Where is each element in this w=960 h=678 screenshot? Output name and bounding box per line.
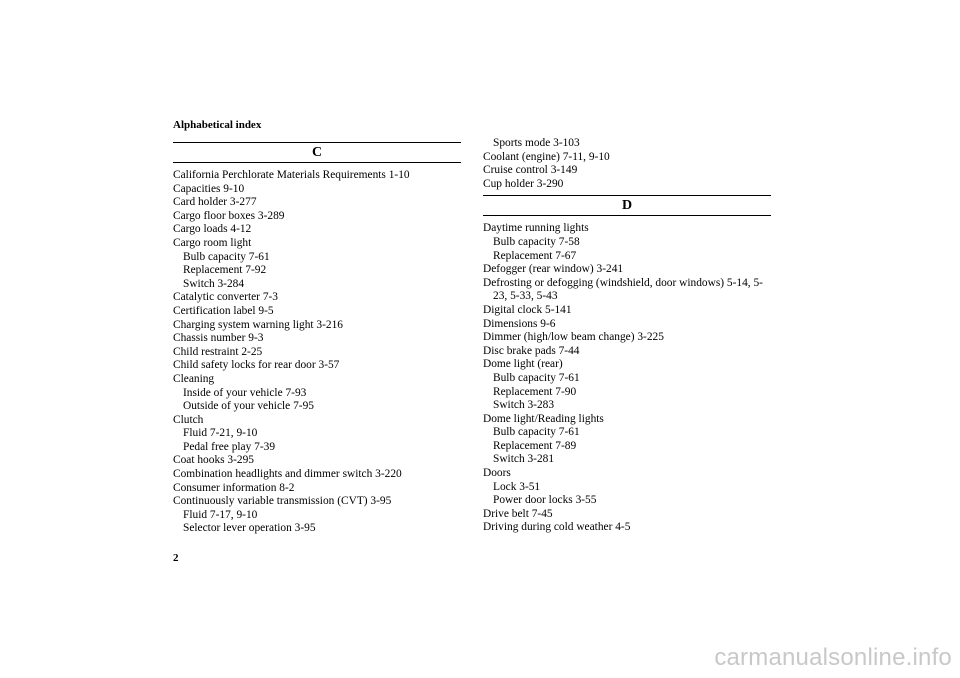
- index-subentry: Power door locks 3-55: [493, 494, 597, 507]
- index-entry: Dimensions 9-6: [483, 317, 556, 330]
- index-entry: Capacities 9-10: [173, 182, 245, 195]
- index-entry: Digital clock 5-141: [483, 303, 572, 316]
- index-subentry: Replacement 7-90: [493, 385, 577, 398]
- index-entry: Disc brake pads 7-44: [483, 344, 580, 357]
- index-entry: Chassis number 9-3: [173, 332, 264, 345]
- index-entry: Clutch: [173, 413, 204, 426]
- watermark: carmanualsonline.info: [714, 644, 952, 671]
- index-entry: Cargo floor boxes 3-289: [173, 209, 285, 222]
- index-subentry: Outside of your vehicle 7-95: [183, 400, 314, 413]
- index-column-right: [483, 137, 771, 535]
- index-subentry: Fluid 7-17, 9-10: [183, 508, 258, 521]
- index-entry: Charging system warning light 3-216: [173, 318, 344, 331]
- index-entry: Catalytic converter 7-3: [173, 291, 279, 304]
- index-subentry: Switch 3-284: [183, 277, 245, 290]
- index-entry: Cup holder 3-290: [483, 177, 564, 190]
- index-entry: Drive belt 7-45: [483, 507, 553, 520]
- index-subentry: Replacement 7-89: [493, 439, 577, 452]
- page-number: 2: [173, 552, 179, 564]
- index-entry: Combination headlights and dimmer switch 3-220: [173, 468, 402, 481]
- index-entry: Driving during cold weather 4-5: [483, 521, 631, 534]
- section-heading-c: C: [173, 142, 461, 163]
- index-subentry: Switch 3-281: [493, 453, 555, 466]
- section-heading-d: D: [483, 195, 771, 216]
- index-entry: Dome light/Reading lights: [483, 412, 604, 425]
- index-subentry: Inside of your vehicle 7-93: [183, 386, 307, 399]
- index-column-left: [173, 140, 461, 536]
- index-entry: Child restraint 2-25: [173, 345, 263, 358]
- index-entry-list-c: [173, 169, 461, 536]
- index-entry: Dimmer (high/low beam change) 3-225: [483, 331, 664, 344]
- index-entry: Cleaning: [173, 372, 215, 385]
- index-subentry: Sports mode 3-103: [493, 137, 580, 149]
- index-subentry: Replacement 7-67: [493, 249, 577, 262]
- index-entry: Coat hooks 3-295: [173, 454, 254, 467]
- index-subentry: Replacement 7-92: [183, 264, 267, 277]
- index-entry: Doors: [483, 467, 511, 480]
- index-entry: Cargo room light: [173, 236, 252, 249]
- index-entry-list-c-continued: [483, 137, 771, 191]
- index-entry: Cargo loads 4-12: [173, 223, 252, 236]
- index-subentry: Bulb capacity 7-61: [493, 371, 580, 384]
- index-entry: Coolant (engine) 7-11, 9-10: [483, 150, 610, 163]
- index-subentry: Pedal free play 7-39: [183, 440, 276, 453]
- index-subentry: Selector lever operation 3-95: [183, 522, 316, 535]
- page-header-title: Alphabetical index: [173, 119, 262, 131]
- index-entry: Consumer information 8-2: [173, 481, 295, 494]
- index-entry-list-d: [483, 222, 771, 535]
- index-entry: Defrosting or defogging (windshield, door windows) 5-14, 5-23, 5-33, 5-43: [483, 276, 763, 303]
- index-entry: Certification label 9-5: [173, 304, 274, 317]
- index-entry: Child safety locks for rear door 3-57: [173, 359, 340, 372]
- index-subentry: Lock 3-51: [493, 480, 541, 493]
- index-entry: Cruise control 3-149: [483, 164, 578, 177]
- index-entry: Dome light (rear): [483, 358, 563, 371]
- index-entry: Card holder 3-277: [173, 196, 257, 209]
- index-entry: Defogger (rear window) 3-241: [483, 263, 624, 276]
- index-entry: Daytime running lights: [483, 222, 589, 235]
- index-subentry: Bulb capacity 7-61: [493, 426, 580, 439]
- index-entry: Continuously variable transmission (CVT) 3-95: [173, 495, 392, 508]
- index-entry: California Perchlorate Materials Requirements 1-10: [173, 169, 410, 181]
- index-subentry: Fluid 7-21, 9-10: [183, 427, 258, 440]
- index-subentry: Bulb capacity 7-58: [493, 235, 580, 248]
- index-subentry: Switch 3-283: [493, 399, 555, 412]
- index-subentry: Bulb capacity 7-61: [183, 250, 270, 263]
